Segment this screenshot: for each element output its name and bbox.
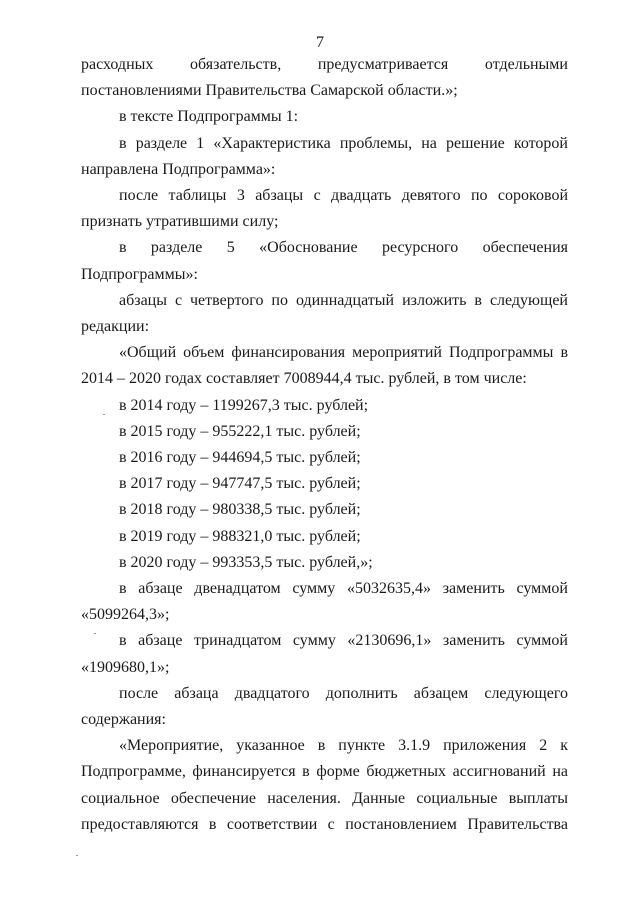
paragraph: в 2017 году – 947747,5 тыс. рублей; [119, 475, 361, 493]
paragraph: после абзаца двадцатого дополнить абзацем следующего содержания: [81, 684, 568, 729]
paragraph: «Общий объем финансирования мероприятий Подпрограммы в 2014 – 2020 годах составляет 7008944,4 тыс. рублей, в том числе: [81, 344, 568, 388]
paragraph: в абзаце двенадцатом сумму «5032635,4» заменить суммой «5099264,3»; [81, 580, 568, 624]
paragraph: в 2019 году – 988321,0 тыс. рублей; [119, 527, 361, 545]
scan-speck [94, 633, 96, 634]
paragraph: в 2018 году – 980338,5 тыс. рублей; [119, 501, 361, 519]
paragraph: «Мероприятие, указанное в пункте 3.1.9 приложения 2 к Подпрограмме, финансируется в форме бюджетных ассигнований на социальное обеспечение населения. Данные социальные выплаты предоставляются в соответствии с постановлением Правительства [81, 737, 568, 833]
paragraph: в абзаце тринадцатом сумму «2130696,1» заменить суммой «1909680,1»; [81, 632, 568, 676]
scan-speck [103, 414, 105, 415]
scan-speck [76, 855, 78, 856]
page-number: 7 [316, 34, 324, 51]
document-body [81, 52, 568, 838]
paragraph: после таблицы 3 абзацы с двадцать девятого по сороковой признать утратившими силу; [81, 187, 568, 231]
paragraph: абзацы с четвертого по одиннадцатый изложить в следующей редакции: [81, 291, 568, 336]
paragraph: в тексте Подпрограммы 1: [119, 108, 299, 126]
paragraph: в 2016 году – 944694,5 тыс. рублей; [119, 449, 361, 467]
paragraph: в 2015 году – 955222,1 тыс. рублей; [119, 422, 361, 440]
paragraph: в 2014 году – 1199267,3 тыс. рублей; [119, 396, 369, 414]
paragraph: в разделе 1 «Характеристика проблемы, на решение которой направлена Подпрограмма»: [81, 134, 568, 178]
paragraph: расходных обязательств, предусматривается отдельными постановлениями Правительства Самарской области.»; [81, 56, 568, 100]
paragraph: в разделе 5 «Обоснование ресурсного обеспечения Подпрограммы»: [81, 239, 568, 283]
paragraph: в 2020 году – 993353,5 тыс. рублей,»; [119, 553, 373, 571]
